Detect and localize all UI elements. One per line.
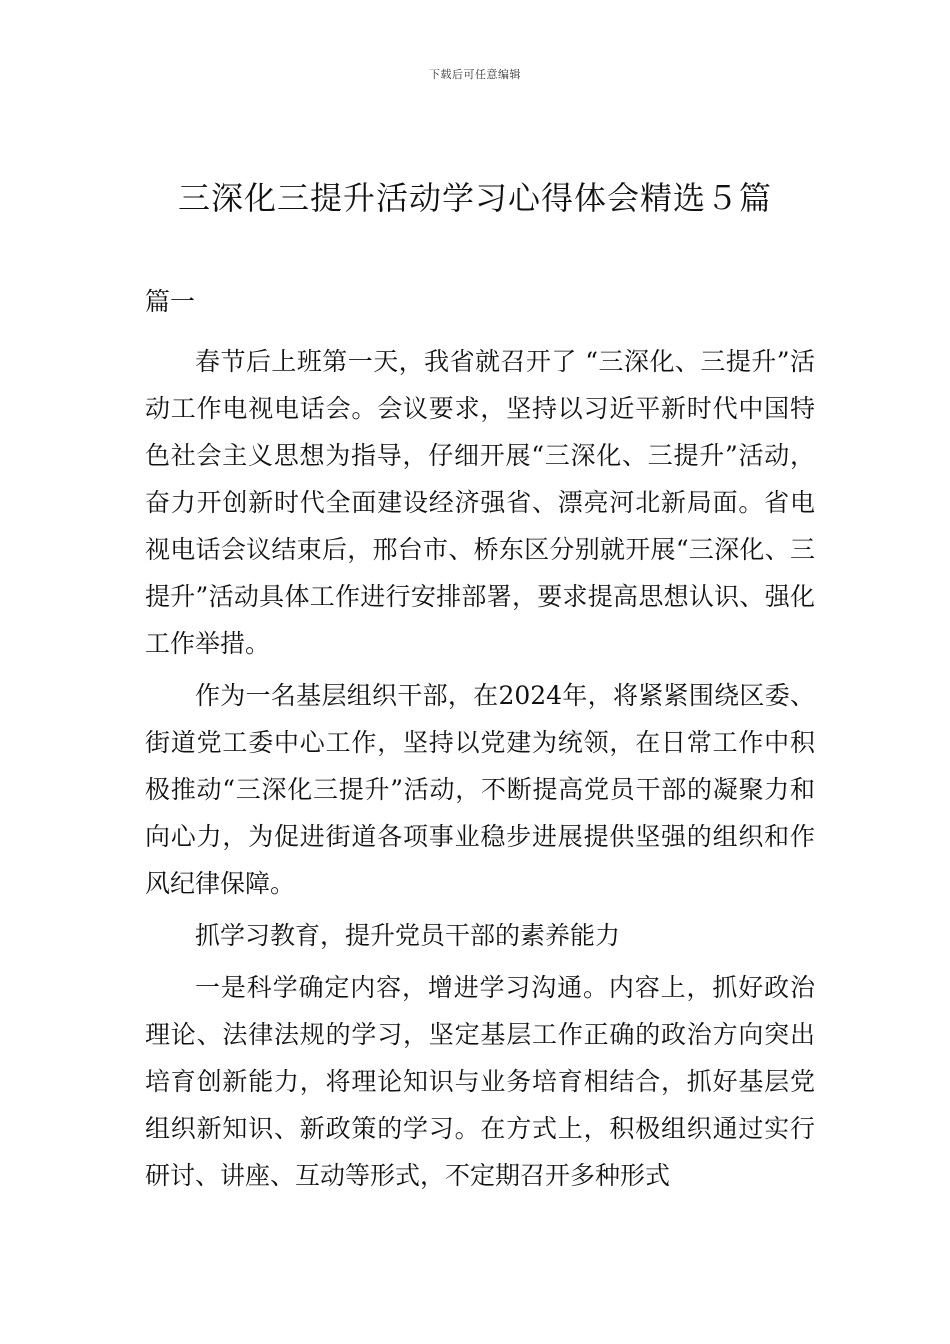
paragraph-1: 春节后上班第一天，我省就召开了 “三深化、三提升”活动工作电视电话会。会议要求，坚持以习近平新时代中国特色社会主义思想为指导，仔细开展“三深化、三提升”活动，奋力开创新时代全面建设经济强省、漂亮河北新局面。省电视电话会议结束后，邢台市、桥东区分别就开展“三深化、三提升”活动具体工作进行安排部署，要求提高思想认识、强化工作举措。	[145, 347, 815, 658]
paragraph-3: 一是科学确定内容，增进学习沟通。内容上，抓好政治理论、法律法规的学习，坚定基层工作正确的政治方向突出培育创新能力，将理论知识与业务培育相结合，抓好基层党组织新知识、新政策的学习。在方式上，积极组织通过实行研讨、讲座、互动等形式，不定期召开多种形式	[145, 973, 815, 1190]
section-label: 篇一	[145, 287, 196, 316]
document-title: 三深化三提升活动学习心得体会精选５篇	[177, 179, 772, 217]
paragraph-2: 作为一名基层组织干部，在2024年，将紧紧围绕区委、街道党工委中心工作，坚持以党建为统领，在日常工作中积极推动“三深化三提升”活动，不断提高党员干部的凝聚力和向心力，为促进街道各项事业稳步进展提供坚强的组织和作风纪律保障。	[145, 681, 815, 898]
document-body	[145, 278, 815, 1204]
subheading-paragraph: 抓学习教育，提升党员干部的素养能力	[195, 921, 621, 950]
page-header-note: 下载后可任意编辑	[429, 68, 521, 81]
